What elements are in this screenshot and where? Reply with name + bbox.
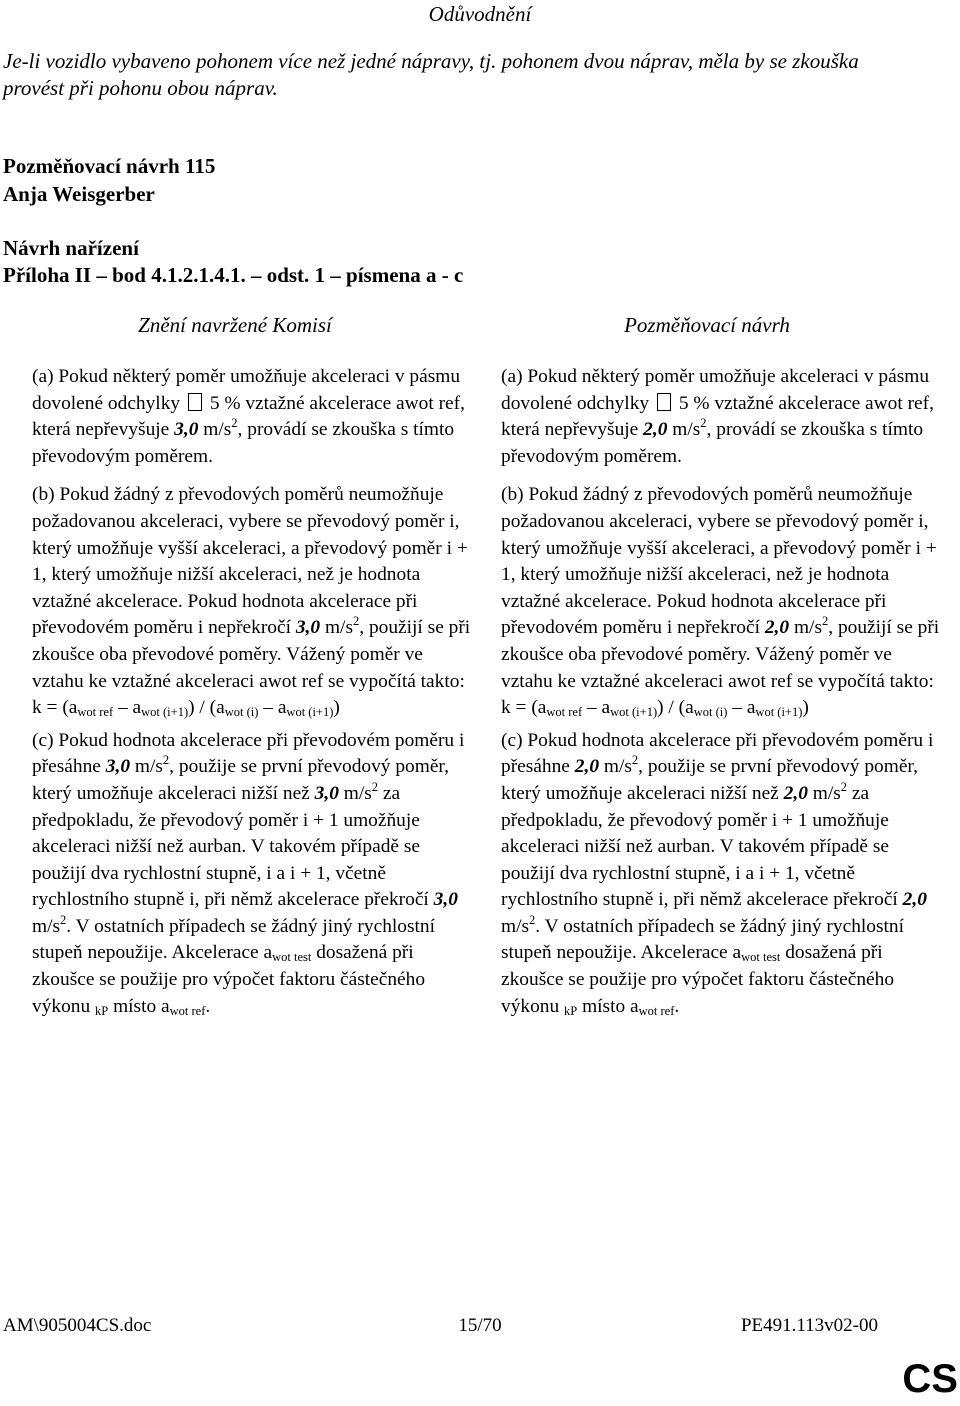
- document-reference: PE491.113v02-00: [740, 1315, 878, 1336]
- language-code: CS: [902, 1357, 958, 1401]
- paragraph-b: (b) Pokud žádný z převodových poměrů neumožňuje požadovanou akceleraci, vybere se převodový poměr i, který umožňuje vyšší akceleraci, a převodový poměr i + 1, který umožňuje nižší akceleraci, než je hodnota vztažné akcelerace. Pokud hodnota akcelerace při převodovém poměru i nepřekročí 2,0 $m/s^2$, použijí se při zkoušce oba převodové poměry. Vážený poměr ve vztahu ke vztažné akceleraci awot ref se vypočítá takto: $k = (a_{wot ref} - a_{wot (i+1)}) / (a_{wot (i)} - a_{wot (i+1)})$: [501, 484, 940, 720]
- paragraph-a: (a) Pokud některý poměr umožňuje akceleraci v pásmu dovolené odchylky 5 % vztažné akcelerace awot ref, která nepřevyšuje 2,0 $m/s^2$, provádí se zkouška s tímto převodovým poměrem.: [501, 366, 934, 467]
- commission-text-column: [32, 364, 472, 1020]
- paragraph-c: (c) Pokud hodnota akcelerace při převodovém poměru i přesáhne 2,0 $m/s^2$, použije se první převodový poměr, který umožňuje akceleraci nižší než 2,0 $m/s^2$ za předpokladu, že převodový poměr i + 1 umožňuje akceleraci nižší než aurban. V takovém případě se použijí dva rychlostní stupně, i a i + 1, včetně rychlostního stupně i, při němž akcelerace překročí 2,0 $m/s^2$. V ostatních případech se žádný jiný rychlostní stupeň nepoužije. Akcelerace $a_{wot test}$ dosažená při zkoušce se použije pro výpočet faktoru částečného výkonu $_{kP}$ místo $a_{wot ref}$.: [501, 729, 934, 1018]
- paragraph-a: (a) Pokud některý poměr umožňuje akceleraci v pásmu dovolené odchylky 5 % vztažné akcelerace awot ref, která nepřevyšuje 3,0 $m/s^2$, provádí se zkouška s tímto převodovým poměrem.: [32, 366, 465, 467]
- justification-text: Je-li vozidlo vybaveno pohonem více než jedné nápravy, tj. pohonem dvou náprav, měla by se zkouška provést při pohonu obou náprav.: [3, 49, 859, 100]
- page-number: 15/70: [458, 1315, 502, 1336]
- missing-glyph-icon: [188, 393, 202, 411]
- regulation-reference: Příloha II – bod 4.1.2.1.4.1. – odst. 1 – písmena a - c: [3, 263, 464, 287]
- document-filename: AM\905004CS.doc: [3, 1315, 152, 1336]
- paragraph-b: (b) Pokud žádný z převodových poměrů neumožňuje požadovanou akceleraci, vybere se převodový poměr i, který umožňuje vyšší akceleraci, a převodový poměr i + 1, který umožňuje nižší akceleraci, než je hodnota vztažné akcelerace. Pokud hodnota akcelerace při převodovém poměru i nepřekročí 3,0 $m/s^2$, použijí se při zkoušce oba převodové poměry. Vážený poměr ve vztahu ke vztažné akceleraci awot ref se vypočítá takto: $k = (a_{wot ref} - a_{wot (i+1)}) / (a_{wot (i)} - a_{wot (i+1)})$: [32, 484, 471, 720]
- amendment-author: Anja Weisgerber: [3, 182, 155, 206]
- justification-title: Odůvodnění: [428, 2, 532, 26]
- regulation-title: Návrh nařízení: [3, 236, 139, 260]
- amendment-heading: Pozměňovací návrh: [624, 313, 790, 337]
- paragraph-c: (c) Pokud hodnota akcelerace při převodovém poměru i přesáhne 3,0 $m/s^2$, použije se první převodový poměr, který umožňuje akceleraci nižší než 3,0 $m/s^2$ za předpokladu, že převodový poměr i + 1 umožňuje akceleraci nižší než aurban. V takovém případě se použijí dva rychlostní stupně, i a i + 1, včetně rychlostního stupně i, při němž akcelerace překročí 3,0 $m/s^2$. V ostatních případech se žádný jiný rychlostní stupeň nepoužije. Akcelerace $a_{wot test}$ dosažená při zkoušce se použije pro výpočet faktoru částečného výkonu $_{kP}$ místo $a_{wot ref}$.: [32, 729, 465, 1018]
- commission-text-heading: Znění navržené Komisí: [138, 313, 332, 337]
- missing-glyph-icon: [657, 393, 671, 411]
- amendment-label: Pozměňovací návrh 115: [3, 154, 216, 178]
- amendment-text-column: [501, 364, 941, 1020]
